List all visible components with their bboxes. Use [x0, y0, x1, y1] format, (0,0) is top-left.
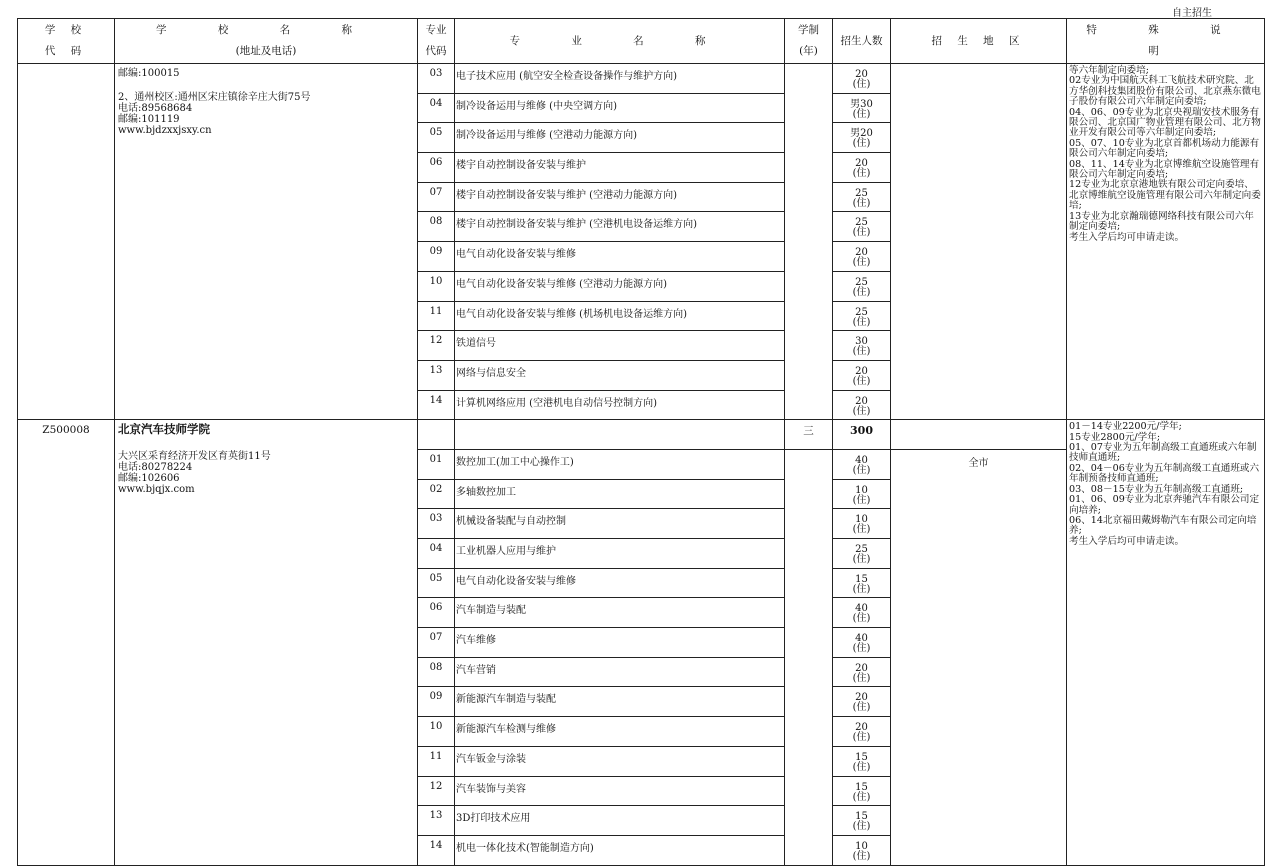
school-years: 三: [785, 420, 833, 450]
major-count: [833, 449, 891, 479]
major-count: [833, 835, 891, 865]
major-code: 03: [418, 509, 455, 539]
major-count-value: 15: [855, 573, 868, 585]
major-code: 08: [418, 657, 455, 687]
school-info: [115, 64, 418, 420]
remark-line: 02专业为中国航天科工飞航技术研究院、北方华创科技集团股份有限公司、北京燕东微电子股份有限公司六年制定向委培;: [1069, 75, 1261, 108]
major-board-tag: (住): [852, 643, 871, 655]
major-board-tag: (住): [852, 554, 871, 565]
major-name: 汽车装饰与美容: [455, 776, 785, 806]
major-count-value: 30: [855, 336, 868, 348]
major-count: [833, 64, 891, 94]
table-row: [18, 420, 1265, 450]
header-remarks: 特 殊 说 明: [1067, 19, 1265, 64]
major-count-value: 男20: [850, 128, 873, 140]
school-total-value: 300: [850, 424, 873, 438]
remark-line: 01、07专业为五年制高级工直通班或六年制技师直通班;: [1069, 442, 1257, 464]
major-code: 04: [418, 539, 455, 569]
major-count-value: 10: [855, 484, 868, 496]
major-count-value: 40: [855, 603, 868, 615]
major-count: [833, 628, 891, 658]
major-count: [833, 93, 891, 123]
major-count-value: 25: [855, 187, 868, 199]
major-code: 14: [418, 835, 455, 865]
major-board-tag: (住): [852, 494, 871, 506]
major-code: 02: [418, 479, 455, 509]
major-board-tag: (住): [852, 286, 871, 298]
school-region: 全市: [891, 449, 1067, 865]
major-count: [833, 331, 891, 361]
major-count: [833, 390, 891, 420]
major-board-tag: (住): [852, 821, 871, 833]
years-cell: [785, 64, 833, 420]
major-code: 09: [418, 687, 455, 717]
major-name: 楼宇自动控制设备安装与维护: [455, 153, 785, 183]
major-name: 汽车钣金与涂装: [455, 746, 785, 776]
major-count: [833, 242, 891, 272]
school-info-line: 大兴区采育经济开发区育英街11号: [118, 451, 271, 463]
major-board-tag: (住): [852, 405, 871, 417]
remark-line: 03、08－15专业为五年制高级工直通班;: [1069, 483, 1244, 495]
table-row: [18, 64, 1265, 94]
major-board-tag: (住): [852, 791, 871, 803]
remark-line: 15专业2800元/学年;: [1069, 431, 1161, 443]
major-name: 电气自动化设备安装与维修: [455, 242, 785, 272]
major-board-tag: (住): [852, 316, 871, 328]
major-name: 数控加工(加工中心操作工): [455, 449, 785, 479]
major-name: 多轴数控加工: [455, 479, 785, 509]
major-code: 10: [418, 717, 455, 747]
major-board-tag: (住): [852, 464, 871, 476]
major-count-value: 20: [855, 722, 868, 734]
remark-line: 01、06、09专业为北京奔驰汽车有限公司定向培养;: [1069, 494, 1260, 516]
major-count-value: 20: [855, 662, 868, 674]
remark-line: 02、04－06专业为五年制高级工直通班或六年制预备技师直通班;: [1069, 462, 1260, 485]
major-name: 电气自动化设备安装与维修 (机场机电设备运维方向): [455, 301, 785, 331]
school-code: Z500008: [18, 420, 115, 865]
header-region: 招 生 地 区: [891, 19, 1067, 64]
major-board-tag: (住): [852, 761, 871, 773]
major-code: 11: [418, 301, 455, 331]
major-code: 07: [418, 628, 455, 658]
major-name: 新能源汽车检测与维修: [455, 717, 785, 747]
major-name: 网络与信息安全: [455, 360, 785, 390]
school-region: [891, 64, 1067, 420]
major-board-tag: (住): [852, 672, 871, 684]
major-count: [833, 687, 891, 717]
major-count-value: 20: [855, 158, 868, 170]
school-name: 北京汽车技师学院: [118, 422, 210, 437]
remark-line: 06、14北京福田戴姆勒汽车有限公司定向培养;: [1069, 514, 1257, 537]
major-count: [833, 182, 891, 212]
major-code: 05: [418, 568, 455, 598]
major-name: 制冷设备运用与维修 (中央空调方向): [455, 93, 785, 123]
major-name: 汽车营销: [455, 657, 785, 687]
enrollment-table: [17, 18, 1265, 866]
major-board-tag: (住): [852, 227, 871, 239]
major-count-value: 25: [855, 276, 868, 288]
school-info-line: 邮编:102606: [118, 473, 180, 485]
summary-region-cell: [891, 420, 1067, 450]
major-count: [833, 568, 891, 598]
school-info-line: 2、通州校区:通州区宋庄镇徐辛庄大街75号: [118, 92, 311, 103]
school-info-line: [118, 79, 413, 92]
major-count: [833, 776, 891, 806]
major-name: 铁道信号: [455, 331, 785, 361]
major-code: 13: [418, 360, 455, 390]
remark-line: 08、11、14专业为北京博维航空设施管理有限公司六年制定向委培;: [1069, 158, 1260, 181]
remark-line: 01－14专业2200元/学年;: [1069, 421, 1182, 433]
major-count-value: 20: [855, 247, 868, 259]
major-count-value: 20: [855, 395, 868, 407]
major-board-tag: (住): [852, 732, 871, 744]
major-count-value: 20: [855, 69, 868, 80]
major-code: 12: [418, 776, 455, 806]
major-count: [833, 479, 891, 509]
major-count-value: 40: [855, 633, 868, 645]
school-info: [115, 420, 418, 865]
major-name: 制冷设备运用与维修 (空港动力能源方向): [455, 123, 785, 153]
major-count: [833, 153, 891, 183]
school-info-line: 电话:80278224: [118, 462, 193, 474]
major-board-tag: (住): [852, 79, 871, 90]
remark-line: 13专业为北京瀚瑞德网络科技有限公司六年制定向委培;: [1069, 210, 1254, 233]
major-count-value: 20: [855, 365, 868, 377]
remark-line: 05、07、10专业为北京首都机场动力能源有限公司六年制定向委培;: [1069, 137, 1260, 160]
major-name: 新能源汽车制造与装配: [455, 687, 785, 717]
header-enrollment: 招生人数: [833, 19, 891, 64]
school-info-line: 邮编:100015: [118, 68, 180, 79]
school-info-line: www.bjdzxxjsxy.cn: [118, 125, 212, 136]
major-count: [833, 301, 891, 331]
header-years: 学制 (年): [785, 19, 833, 64]
school-info-line: 邮编:101119: [118, 114, 180, 125]
major-name: 机电一体化技术(智能制造方向): [455, 835, 785, 865]
major-board-tag: (住): [852, 524, 871, 536]
major-name: 楼宇自动控制设备安装与维护 (空港机电设备运维方向): [455, 212, 785, 242]
major-board-tag: (住): [852, 257, 871, 269]
major-count-value: 25: [855, 544, 868, 555]
major-count: [833, 539, 891, 569]
major-name: 汽车维修: [455, 628, 785, 658]
years-cell: [785, 449, 833, 865]
major-board-tag: (住): [852, 375, 871, 387]
major-name: 电气自动化设备安装与维修: [455, 568, 785, 598]
major-board-tag: (住): [852, 702, 871, 714]
summary-name-cell: [455, 420, 785, 450]
remark-line: 12专业为北京京港地铁有限公司定向委培、北京博维航空设施管理有限公司六年制定向委培;: [1069, 179, 1261, 212]
major-count-value: 男30: [850, 98, 873, 110]
major-name: 电气自动化设备安装与维修 (空港动力能源方向): [455, 271, 785, 301]
major-code: 10: [418, 271, 455, 301]
remark-line: 等六年制定向委培;: [1069, 65, 1149, 76]
major-code: 05: [418, 123, 455, 153]
major-count: [833, 598, 891, 628]
major-code: 04: [418, 93, 455, 123]
school-info-line: www.bjqjx.com: [118, 484, 195, 496]
major-code: 13: [418, 806, 455, 836]
major-board-tag: (住): [852, 138, 871, 150]
major-board-tag: (住): [852, 850, 871, 862]
major-count-value: 15: [855, 781, 868, 793]
major-name: 楼宇自动控制设备安装与维护 (空港动力能源方向): [455, 182, 785, 212]
header-row: [18, 19, 1265, 64]
major-count: [833, 509, 891, 539]
school-remarks: [1067, 64, 1265, 420]
header-school-name: 学 校 名 称 (地址及电话): [115, 19, 418, 64]
remark-line: 考生入学后均可申请走读。: [1069, 535, 1185, 547]
major-code: 08: [418, 212, 455, 242]
major-name: 汽车制造与装配: [455, 598, 785, 628]
major-code: 03: [418, 64, 455, 94]
header-major-code: 专业 代码: [418, 19, 455, 64]
major-count-value: 25: [855, 217, 868, 229]
major-count-value: 10: [855, 840, 868, 852]
major-name: 工业机器人应用与维护: [455, 539, 785, 569]
major-count-value: 25: [855, 306, 868, 318]
school-code: [18, 64, 115, 420]
major-code: 01: [418, 449, 455, 479]
table-body: [18, 64, 1265, 866]
summary-code-cell: [418, 420, 455, 450]
major-count: [833, 657, 891, 687]
major-code: 06: [418, 153, 455, 183]
school-total-count: [833, 420, 891, 450]
major-board-tag: (住): [852, 613, 871, 625]
major-name: 3D打印技术应用: [455, 806, 785, 836]
major-count: [833, 360, 891, 390]
major-count-value: 40: [855, 454, 868, 466]
major-code: 09: [418, 242, 455, 272]
major-count: [833, 212, 891, 242]
major-board-tag: (住): [852, 168, 871, 180]
major-code: 11: [418, 746, 455, 776]
major-board-tag: (住): [852, 197, 871, 209]
major-count-value: 15: [855, 811, 868, 823]
major-board-tag: (住): [852, 108, 871, 120]
header-major-name: 专 业 名 称: [455, 19, 785, 64]
major-board-tag: (住): [852, 583, 871, 595]
school-remarks: [1067, 420, 1265, 865]
major-code: 07: [418, 182, 455, 212]
major-count: [833, 746, 891, 776]
major-count: [833, 717, 891, 747]
school-info-line: 电话:89568684: [118, 103, 193, 114]
major-count-value: 20: [855, 692, 868, 704]
major-name: 机械设备装配与自动控制: [455, 509, 785, 539]
major-count: [833, 271, 891, 301]
remark-line: 04、06、09专业为北京央视瑞安技术服务有限公司、北京国广物业管理有限公司、北方物业开发有限公司等六年制定向委培;: [1069, 106, 1261, 139]
header-school-code: 学 校 代 码: [18, 19, 115, 64]
major-count: [833, 806, 891, 836]
page-note: 自主招生: [1172, 8, 1212, 19]
major-name: 计算机网络应用 (空港机电自动信号控制方向): [455, 390, 785, 420]
major-code: 06: [418, 598, 455, 628]
major-name: 电子技术应用 (航空安全检查设备操作与维护方向): [455, 64, 785, 94]
major-code: 14: [418, 390, 455, 420]
remark-line: 考生入学后均可申请走读。: [1069, 231, 1185, 243]
major-count-value: 15: [855, 751, 868, 763]
major-board-tag: (住): [852, 346, 871, 358]
major-code: 12: [418, 331, 455, 361]
major-count: [833, 123, 891, 153]
major-count-value: 10: [855, 514, 868, 526]
